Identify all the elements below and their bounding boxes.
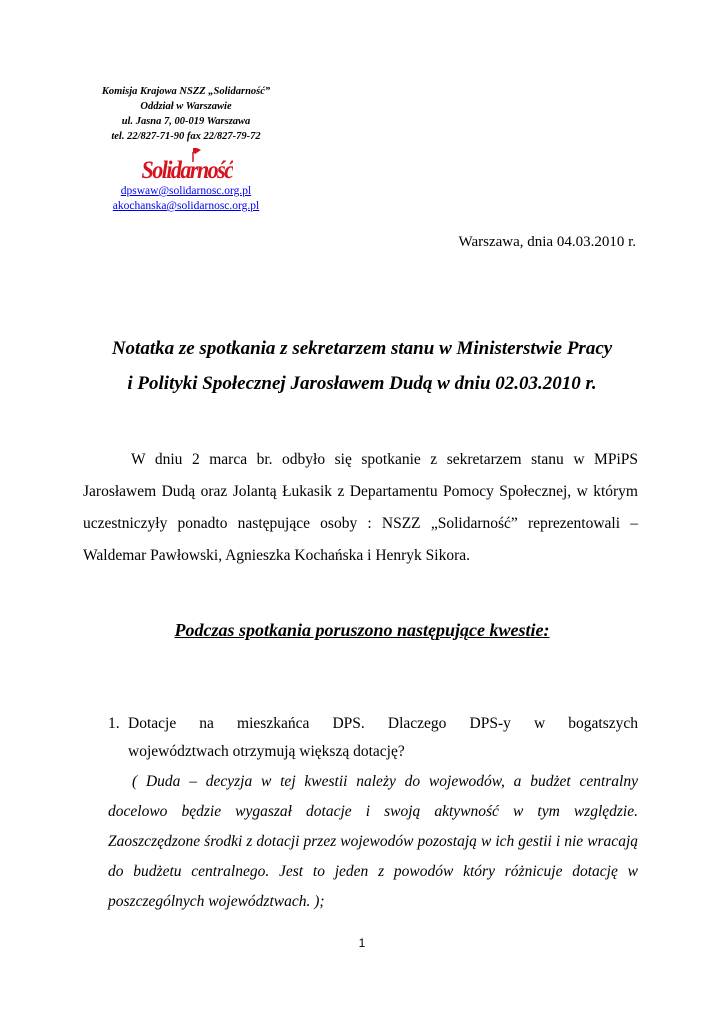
email-link-akochanska[interactable]: akochanska@solidarnosc.org.pl [112,200,260,212]
intro-paragraph-text: W dniu 2 marca br. odbyło się spotkanie z sekretarzem stanu w MPiPS Jarosławem Dudą oraz Jolantą Łukasik z Departamentu Pomocy Społecznej, w którym uczestniczyły ponadto następujące osoby : NSZZ „Solidarność” reprezentowali – Waldemar Pawłowski, Agnieszka Kochańska i Henryk Sikora. [83,451,638,564]
list-item [108,710,638,766]
letterhead-address: ul. Jasna 7, 00-019 Warszawa [121,116,251,127]
section-heading: Podczas spotkania poruszono następujące kwestie: [174,620,550,640]
letterhead [80,84,292,144]
list-item-note [108,767,638,917]
email-link-dpswaw[interactable]: dpswaw@solidarnosc.org.pl [120,185,252,197]
list-item-line2: województwach otrzymują większą dotację? [128,743,405,760]
solidarnosc-logo [141,148,233,188]
letterhead-phone: tel. 22/827-71-90 fax 22/827-79-72 [111,131,261,142]
document-title-line1: Notatka ze spotkania z sekretarzem stanu w Ministerstwie Pracy [111,338,613,359]
document-title-line2: i Polityki Społecznej Jarosławem Dudą w dniu 02.03.2010 r. [127,373,597,394]
document-date: Warszawa, dnia 04.03.2010 r. [458,234,636,250]
logo-wordmark: Solidarność [141,156,233,185]
intro-paragraph [83,444,638,572]
list-item-line1: Dotacje na mieszkańca DPS. Dlaczego DPS-y w bogatszych [128,715,638,732]
list-item-number: 1. [108,715,120,732]
letterhead-branch: Oddział w Warszawie [140,101,232,112]
list-item-note-text: ( Duda – decyzja w tej kwestii należy do wojewodów, a budżet centralny docelowo będzie wygaszał dotacje i swoją aktywność w tym względzie. Zaoszczędzone środki z dotacji przez wojewodów pozostają w ich gestii i nie wracają do budżetu centralnego. Jest to jeden z powodów który różnicuje dotację w poszczególnych województwach. ); [108,773,638,910]
letterhead-organization: Komisja Krajowa NSZZ „Solidarność” [101,86,271,97]
email-list [80,184,292,214]
page-number: 1 [358,936,366,950]
